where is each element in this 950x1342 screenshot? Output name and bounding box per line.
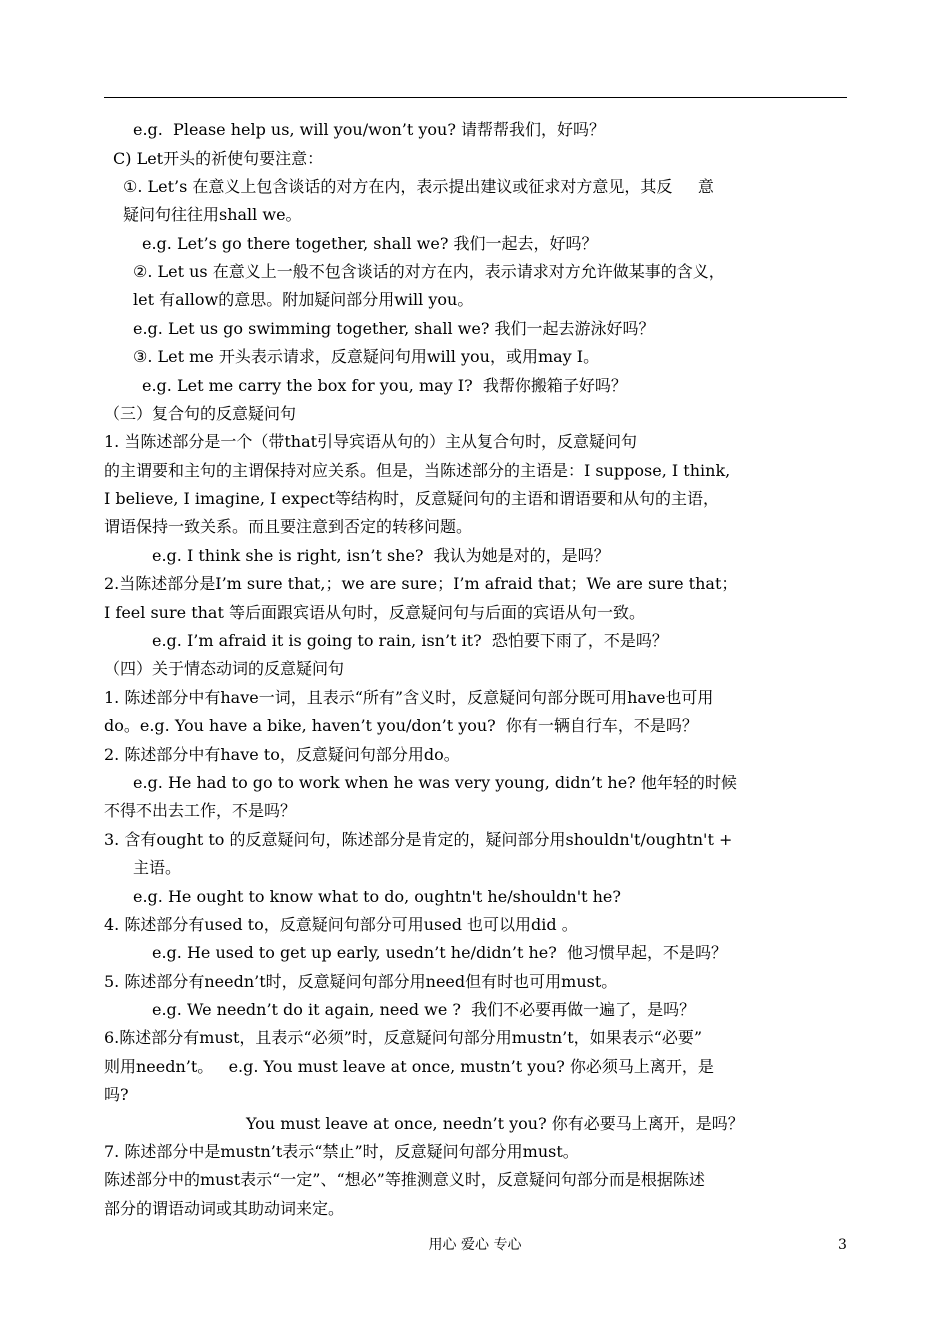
text-line: e.g. Let’s go there together, shall we? 我们一起去，好吗？ bbox=[142, 234, 598, 253]
section-heading: （四）关于情态动词的反意疑问句 bbox=[104, 659, 345, 678]
text-line: 2. 陈述部分中有have to，反意疑问句部分用do。 bbox=[104, 745, 460, 764]
text-line: e.g. Let me carry the box for you, may I? 我帮你搬箱子好吗？ bbox=[142, 376, 627, 395]
text-line: 7. 陈述部分中是mustn’t表示“禁止”时，反意疑问句部分用must。 bbox=[104, 1142, 579, 1161]
text-line: 的主谓要和主句的主谓保持对应关系。但是，当陈述部分的主语是：I suppose, I think, bbox=[104, 461, 731, 480]
text-line: 部分的谓语动词或其助动词来定。 bbox=[104, 1199, 345, 1218]
text-line: e.g. I’m afraid it is going to rain, isn’t it? 恐怕要下雨了，不是吗？ bbox=[152, 631, 668, 650]
text-line: 3. 含有ought to 的反意疑问句，陈述部分是肯定的，疑问部分用shouldn't/oughtn't + bbox=[104, 830, 733, 849]
text-line: 陈述部分中的must表示“一定”、“想必”等推测意义时，反意疑问句部分而是根据陈述 bbox=[104, 1170, 705, 1189]
text-line: 不得不出去工作，不是吗？ bbox=[104, 801, 297, 820]
text-line: e.g. He used to get up early, usedn’t he/didn’t he? 他习惯早起，不是吗？ bbox=[152, 943, 727, 962]
text-line: 5. 陈述部分有needn’t时，反意疑问句部分用need但有时也可用must。 bbox=[104, 972, 618, 991]
text-line: 1. 当陈述部分是一个（带that引导宾语从句的）主从复合句时，反意疑问句 bbox=[104, 432, 638, 451]
text-line: 4. 陈述部分有used to，反意疑问句部分可用used 也可以用did 。 bbox=[104, 915, 578, 934]
text-line: 吗? bbox=[104, 1085, 129, 1104]
text-line: 6.陈述部分有must，且表示“必须”时，反意疑问句部分用mustn’t，如果表示“必要” bbox=[104, 1028, 703, 1047]
text-line: e.g. Let us go swimming together, shall we? 我们一起去游泳好吗？ bbox=[133, 319, 655, 338]
text-line: e.g. I think she is right, isn’t she? 我认为她是对的，是吗？ bbox=[152, 546, 610, 565]
page-number: 3 bbox=[838, 1237, 847, 1253]
text-line: e.g. He ought to know what to do, oughtn't he/shouldn't he? bbox=[133, 887, 621, 906]
section-heading: （三）复合句的反意疑问句 bbox=[104, 404, 297, 423]
text-line: 1. 陈述部分中有have一词，且表示“所有”含义时，反意疑问句部分既可用have也可用 bbox=[104, 688, 714, 707]
text-line: 2.当陈述部分是I’m sure that,；we are sure；I’m afraid that；We are sure that； bbox=[104, 574, 738, 593]
text-line: ③. Let me 开头表示请求，反意疑问句用will you，或用may I。 bbox=[133, 347, 600, 366]
text-line: I believe, I imagine, I expect等结构时，反意疑问句的主语和谓语要和从句的主语， bbox=[104, 489, 720, 508]
text-line: e.g. He had to go to work when he was very young, didn’t he? 他年轻的时候 bbox=[133, 773, 737, 792]
text-line: 主语。 bbox=[133, 858, 182, 877]
text-line: 则用needn’t。 e.g. You must leave at once, mustn’t you? 你必须马上离开，是 bbox=[104, 1057, 714, 1076]
text-line: e.g. Please help us, will you/won’t you? 请帮帮我们，好吗？ bbox=[133, 120, 605, 139]
text-line: C) Let开头的祈使句要注意： bbox=[113, 149, 324, 168]
text-line: ①. Let’s 在意义上包含谈话的对方在内，表示提出建议或征求对方意见，其反 意 bbox=[123, 177, 714, 196]
text-line: 疑问句往往用shall we。 bbox=[123, 205, 302, 224]
text-line: 谓语保持一致关系。而且要注意到否定的转移问题。 bbox=[104, 517, 473, 536]
text-line: You must leave at once, needn’t you? 你有必要马上离开，是吗？ bbox=[246, 1114, 744, 1133]
footer-slogan: 用心 爱心 专心 bbox=[428, 1237, 522, 1253]
text-line: do。e.g. You have a bike, haven’t you/don’t you? 你有一辆自行车，不是吗？ bbox=[104, 716, 698, 735]
text-line: e.g. We needn’t do it again, need we ? 我们不必要再做一遍了，是吗？ bbox=[152, 1000, 696, 1019]
text-line: ②. Let us 在意义上一般不包含谈话的对方在内，表示请求对方允许做某事的含义， bbox=[133, 262, 725, 281]
text-line: I feel sure that 等后面跟宾语从句时，反意疑问句与后面的宾语从句一致。 bbox=[104, 603, 645, 622]
text-line: let 有allow的意思。附加疑问部分用will you。 bbox=[133, 290, 474, 309]
header-rule bbox=[104, 97, 847, 98]
